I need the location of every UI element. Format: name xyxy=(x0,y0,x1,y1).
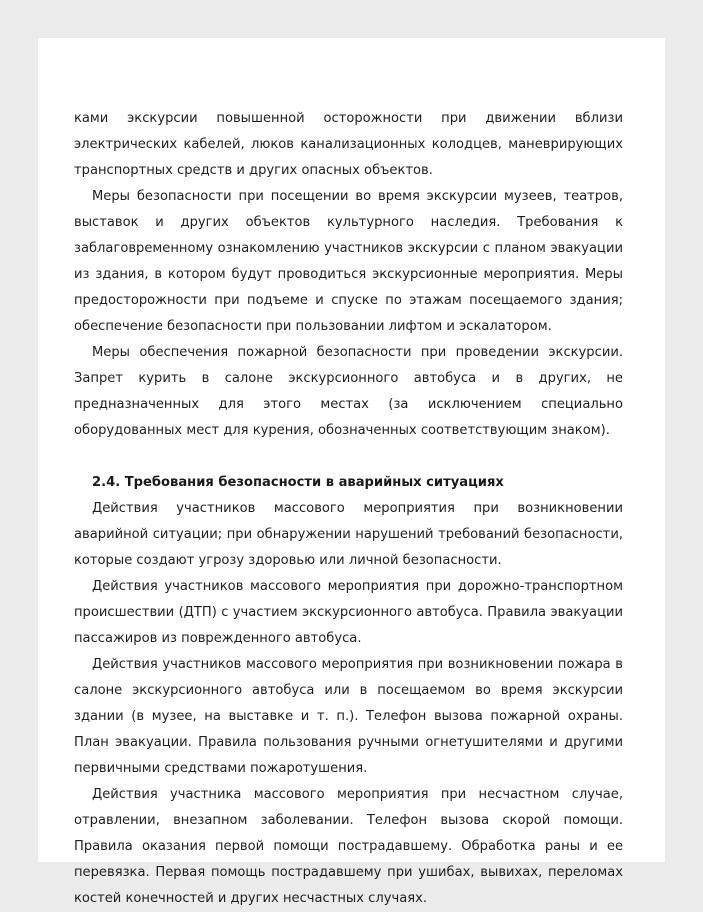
section-heading: 2.4. Требования безопасности в аварийных ситуациях xyxy=(92,475,504,490)
paragraph-traffic-accident: Действия участников массового мероприятия при дорожно-транспортном происшествии (ДТП) с участием экскурсионного автобуса. Правила эвакуации пассажиров из поврежденного автобуса. xyxy=(74,579,623,646)
paragraph-continuation: ками экскурсии повышенной осторожности при движении вблизи электрических кабелей, люков канализационных колодцев, маневрирующих транспортных средств и других опасных объектов. xyxy=(74,111,623,178)
paragraph-first-aid: Действия участника массового мероприятия при несчастном случае, отравлении, внезапном заболевании. Телефон вызова скорой помощи. Правила оказания первой помощи пострадавшему. Обработка раны и ее перевязка. Первая помощь пострадавшему при ушибах, вывихах, переломах костей конечностей и других несчастных случаях. xyxy=(74,787,623,906)
paragraph-fire-safety: Меры обеспечения пожарной безопасности при проведении экскурсии. Запрет курить в салоне экскурсионного автобуса и в других, не предназначенных для этого местах (за исключением специально оборудованных мест для курения, обозначенных соответствующим знаком). xyxy=(74,345,623,438)
paragraph-emergency-actions: Действия участников массового мероприятия при возникновении аварийной ситуации; при обнаружении нарушений требований безопасности, которые создают угрозу здоровью или личной безопасности. xyxy=(74,501,623,568)
paragraph-museum-safety: Меры безопасности при посещении во время экскурсии музеев, театров, выставок и других объектов культурного наследия. Требования к заблаговременному ознакомлению участников экскурсии с планом эвакуации из здания, в котором будут проводиться экскурсионные мероприятия. Меры предосторожности при подъеме и спуске по этажам посещаемого здания; обеспечение безопасности при пользовании лифтом и эскалатором. xyxy=(74,189,623,334)
document-page xyxy=(38,38,665,906)
paragraph-fire-actions: Действия участников массового мероприятия при возникновении пожара в салоне экскурсионного автобуса или в посещаемом во время экскурсии здании (в музее, на выставке и т. п.). Телефон вызова пожарной охраны. План эвакуации. Правила пользования ручными огнетушителями и другими первичными средствами пожаротушения. xyxy=(74,657,623,776)
